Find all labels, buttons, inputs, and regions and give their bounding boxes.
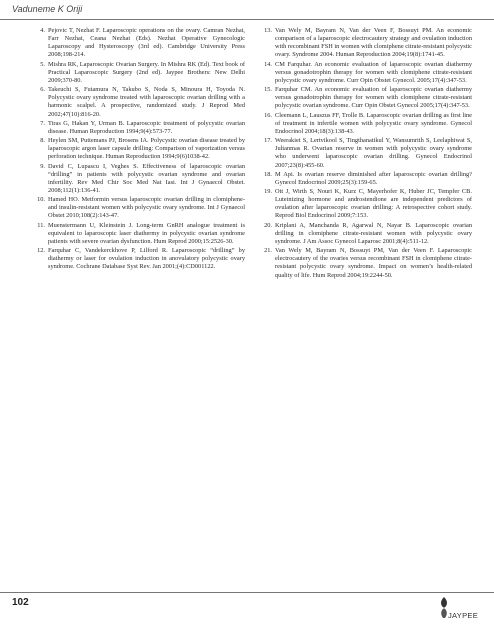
reference-item xyxy=(260,86,472,110)
reference-item xyxy=(33,222,245,246)
reference-number: 11. xyxy=(37,221,45,229)
references-right-column xyxy=(260,27,472,281)
reference-text: Van Wely M, Bayram N, Van der Veen F, Bossuyt PM. An economic comparison of a laparoscopic electrocautery strategy and ovulation induction with recombinant FSH in women with clomiphene citrate-resistant polycystic ovary. Syndrome 2004. Human Reproduction 2004;19(8):1741-45. xyxy=(275,27,472,59)
reference-item xyxy=(33,163,245,196)
reference-number: 5. xyxy=(40,60,45,68)
page-number: 102 xyxy=(12,597,29,608)
reference-text: Ott J, Wirth S, Nouri K, Kurz C, Mayerhofer K, Huber JC, Tempfer CB. Luteinizing hormone and androstendione are independent predictors of ovulation after laparoscopic ovarian drilling: A retrospective cohort study. Reprod Biol Endocrinol 2009;7:153. xyxy=(275,187,472,220)
reference-text: David C, Lupascu I, Veghes S. Effectiveness of laparoscopic ovarian “drilling” in patients with polycystic ovarian syndrome and ovarian infertility. Rev Med Chir Soc Med Nat Iasi. Int J Gynaecol Obstet. 2008;112(1):136-41. xyxy=(48,162,245,194)
reference-item xyxy=(260,222,472,246)
reference-text: Muenstermann U, Kleinstein J. Long-term GnRH analogue treatment is equivalent to laparoscopic laser diathermy in polycystic ovarian syndrome patients with severe ovarian dysfunction. Hum Reprod 2000;15:2526-30. xyxy=(48,221,245,245)
reference-text: Weerakiet S, Lertvikool S, Tingthanatikul Y, Wansumrith S, Leelaphiwat S, Jultanmas R. Ovarian reserve in women with polycystic ovary syndrome who underwent laparoscopic ovarian drilling. Gynecol Endocrinol 2007;23(8):455-60. xyxy=(275,137,472,169)
publisher-logo-text: JAYPEE xyxy=(448,611,479,620)
reference-item xyxy=(33,247,245,271)
reference-item xyxy=(260,171,472,187)
reference-text: Van Wely M, Bayram N, Bossuyt PM, Van der Veen F. Laparoscopic electrocautery of the ovaries versus recombinant FSH in clomiphene citrate-resistant polycystic ovary syndrome. Impact on women’s health-related quality of life. Hum Reprod 2004;19:2244-50. xyxy=(275,247,472,279)
header-divider xyxy=(0,19,494,20)
reference-number: 20. xyxy=(264,221,272,229)
reference-text: CM Farquhar. An economic evaluation of laparoscopic ovarian diathermy versus gonadotrophin therapy for women with clomiphene citrate-resistant polycystic ovary syndrome. Curr Opin Obstet Gynecol. 2005;17(4):347-53. xyxy=(275,60,472,84)
reference-number: 12. xyxy=(37,247,45,255)
reference-number: 9. xyxy=(40,162,45,170)
reference-number: 6. xyxy=(40,86,45,94)
reference-number: 19. xyxy=(264,187,272,195)
references-left-column xyxy=(33,27,245,273)
reference-text: Heylen SM, Puttemans PJ, Brosens IA. Polycystic ovarian disease treated by laparoscopic argon laser capsule drilling: Comparison of vaporization versus perforation technique. Human Reproduction 1994;9(6)1038-42. xyxy=(48,137,245,161)
reference-text: Farquhar C, Vandekerckhove P, Lilford R. Laparoscopic “drilling” by diathermy or laser for ovulation induction in anovulatory polycystic ovary syndrome. Cochrane Database Syst Rev. Jan 2001;(4):CD001122. xyxy=(48,247,245,271)
reference-item xyxy=(33,196,245,220)
footer-divider xyxy=(0,592,494,593)
reference-item xyxy=(33,137,245,161)
reference-item xyxy=(33,120,245,136)
reference-text: Pejovic T, Nezhat F. Laparoscopic operations on the ovary. Camran Nezhat, Farr Nezhat, Ceana Nezhat (Eds). Nezhat Operative Gynecologic Laparoscopy and Hysteroscopy (3rd ed). Cambridge University Press 2008;198-214. xyxy=(48,27,245,59)
reference-item xyxy=(33,86,245,119)
reference-number: 7. xyxy=(40,119,45,127)
reference-text: Mishra RK, Laparoscopic Ovarian Surgery. In Mishra RK (Ed). Text book of Practical Laparoscopic Surgery (2nd ed). Jaypee Brothers: New Delhi 2009;370-80. xyxy=(48,60,245,84)
reference-text: Takeuchi S, Futamura N, Takubo S, Noda S, Minoura H, Toyoda N. Polycystic ovary syndrome treated with laparoscopic ovarian drilling with a harmonic scalpel. A prospective, randomized study. J Reprod Med 2002;47(10):816-20. xyxy=(48,86,245,118)
publisher-logo xyxy=(437,596,483,624)
reference-item xyxy=(260,61,472,85)
reference-number: 14. xyxy=(264,60,272,68)
reference-number: 18. xyxy=(264,170,272,178)
reference-number: 15. xyxy=(264,86,272,94)
reference-item xyxy=(260,247,472,280)
reference-item xyxy=(260,188,472,221)
reference-item xyxy=(33,61,245,85)
running-head: Vaduneme K Oriji xyxy=(12,4,83,14)
reference-text: Farquhar CM. An economic evaluation of laparoscopic ovarian diathermy versus gonadotrophin therapy for women with clomiphene citrate-resistant polycystic ovarian syndrome. Curr Opin Obstet Gynecol 2005;17(4):347-53. xyxy=(275,86,472,110)
reference-number: 13. xyxy=(264,27,272,34)
reference-number: 4. xyxy=(40,27,45,34)
reference-number: 17. xyxy=(264,137,272,145)
reference-number: 10. xyxy=(37,196,45,204)
reference-item xyxy=(260,27,472,60)
reference-number: 16. xyxy=(264,111,272,119)
reference-text: M Api. Is ovarian reserve diminished after laparoscopic ovarian drilling? Gynecol Endocrinol 2009;25(3):159-65. xyxy=(275,170,472,186)
reference-item xyxy=(260,137,472,170)
reference-item xyxy=(260,112,472,136)
reference-text: Kriplani A, Manchanda R, Agarwal N, Nayar B. Laparoscopic ovarian drilling in clomiphene citrate-resistant women with polycystic ovary syndrome. J Am Assoc Gynecol Laparosc 2001;8(4):511-12. xyxy=(275,221,472,245)
reference-item xyxy=(33,27,245,60)
reference-number: 8. xyxy=(40,137,45,145)
reference-text: Cleemann L, Lauszus FF, Trolle B. Laparoscopic ovarian drilling as first line of treatment in infertile women with polycystic ovary syndrome. Gynecol Endocrinol 2004;18(3):138-43. xyxy=(275,111,472,135)
reference-text: Hamed HO. Metformin versus laparoscopic ovarian drilling in clomiphene- and insulin-resistant women with polycystic ovary syndrome. Int J Gynaecol Obstet 2010;108(2):143-47. xyxy=(48,196,245,220)
reference-text: Tiras G, Hakan Y, Urman B. Laparoscopic treatment of polycystic ovarian disease. Human Reproduction 1994;9(4):573-77. xyxy=(48,119,245,135)
reference-number: 21. xyxy=(264,247,272,255)
